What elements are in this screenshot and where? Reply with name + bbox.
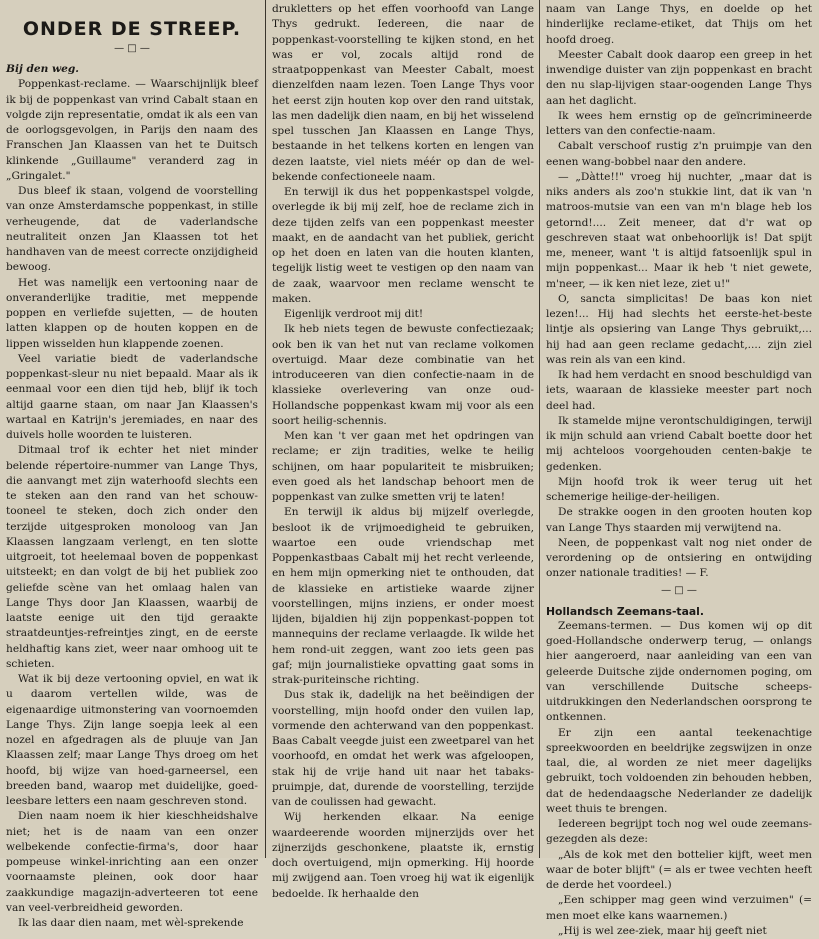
paragraph: „Een schipper mag geen wind verzuimen" (= men moet elke kans waarnemen.) xyxy=(546,894,812,922)
section-separator: — □ — xyxy=(114,43,150,54)
column-2 xyxy=(272,2,534,900)
subhead: Bij den weg. xyxy=(6,63,79,75)
masthead: ONDER DE STREEP. xyxy=(22,18,242,40)
paragraph: O, sancta simplicitas! De baas kon niet lezen!... Hij had slechts het eerste-het-beste lintje als opsiering van Lange Thys gebruikt,... hij had aan geen reclame gedacht,.... zijn ziel was rein als van een kind. xyxy=(546,292,812,366)
paragraph: De strakke oogen in den grooten houten kop van Lange Thys staarden mij verwijtend na. xyxy=(546,506,812,534)
paragraph: Wat ik bij deze vertooning opviel, en wat ik u daarom vertellen wilde, was de eigenaardige uitmonstering van voornoemden Lange Thys. Zijn lange soepja leek al een nozel en afgedragen als de pluuje van Jan Klaassen zelf; maar Lange Thys droeg om het hoofd, bij wijze van hoed-garneersel, een breeden band, waarop met duidelijke, goed-leesbare letters een naam geschreven stond. xyxy=(6,673,258,807)
paragraph: „Hij is wel zee-ziek, maar hij geeft niet xyxy=(558,924,767,937)
paragraph: Eigenlijk verdroot mij dit! xyxy=(284,308,424,320)
paragraph: Men kan 't ver gaan met het opdringen van reclame; er zijn tradities, welke te heilig schijnen, om haar populariteit te misbruiken; even goed als het landschap behoort men de poppenkast van zulke smetten vrij te laten! xyxy=(272,430,534,503)
section-separator: — □ — xyxy=(661,584,697,596)
paragraph: En terwijl ik aldus bij mijzelf overlegde, besloot ik de vrijmoedigheid te gebruiken, waartoe een oude vriendschap met Poppenkastbaas Cabalt mij het recht verleende, en hem mijn opmerking niet te onthouden, dat de klassieke en artistieke waarde zijner voorstellingen, mijns inziens, er onder moest lijden, bijaldien hij zijn poppenkast-poppen tot mannequins der reclame verlaagde. Ik wilde het hem rond-uit zeggen, want zoo iets geen pas gaf; mijn journalistieke opvatting gaat soms in strak-puriteinsche richting. xyxy=(272,506,534,686)
paragraph: Poppenkast-reclame. — Waarschijnlijk bleef ik bij de poppenkast van vrind Cabalt staan en volgde zijn representatie, omdat ik als een van de oorlogsgevolgen, in Parijs den naam des Franschen Jan Klaassen van het te Duitsch klinkende „Guillaume" veranderd zag in „Gringalet." xyxy=(6,78,258,182)
paragraph: Zeemans-termen. — Dus komen wij op dit goed-Hollandsche onderwerp terug, — onlangs hier aangeroerd, naar aanleiding van een van geleerde Duitsche zijde ondernomen poging, om van verschillende Duitsche scheeps-uitdrukkingen den Nederlandschen oorsprong te ontkennen. xyxy=(546,619,812,724)
column-1 xyxy=(6,2,258,929)
paragraph: En terwijl ik dus het poppenkastspel volgde, overlegde ik bij mij zelf, hoe de reclame zich in deze tijden zelfs van een poppenkast meester maakt, en de aandacht van het publiek, gericht op het doen en laten van die houten klanten, tegelijk listig weet te vestigen op den naam van de zaak, waarvoor men reclame wenscht te maken. xyxy=(272,186,534,305)
column-3 xyxy=(546,2,812,937)
paragraph: naam van Lange Thys, en doelde op het hinderlijke reclame-etiket, dat Thijs om het hoofd droeg. xyxy=(546,3,812,46)
paragraph: Wij herkenden elkaar. Na eenige waardeerende woorden mijnerzijds over het zijnerzijds geschonkene, plaatste ik, ernstig doch overtuigend, mijn opmerking. Hij hoorde mij zwijgend aan. Toen vroeg hij wat ik eigenlijk bedoelde. Ik herhaalde den xyxy=(272,811,534,900)
paragraph: Dus stak ik, dadelijk na het beëindigen der voorstelling, mijn hoofd onder den vuilen lap, vormende den achterwand van den poppenkast. Baas Cabalt veegde juist een zweetparel van het voorhoofd, en omdat het werk was afgeloopen, stak hij de vrije hand uit naar het tabaks-pruimpje, dat, durende de voorstelling, terzijde van de coulissen had gewacht. xyxy=(272,689,534,808)
paragraph: Ik stamelde mijne verontschuldigingen, terwijl ik mijn schuld aan vriend Cabalt boette door het mij achteloos voorgehouden centen-bakje te gedenken. xyxy=(546,414,812,473)
paragraph: Er zijn een aantal teekenachtige spreekwoorden en beeldrijke zegswijzen in onze taal, die, al worden ze niet meer dagelijks gebruikt, toch voldoenden zin behouden hebben, dat de hedendaagsche Nederlander ze dadelijk weet thuis te brengen. xyxy=(546,726,812,815)
section-title: Hollandsch Zeemans-taal. xyxy=(546,604,704,618)
paragraph: Ik had hem verdacht en snood beschuldigd van iets, waaraan de klassieke meester part noch deel had. xyxy=(546,369,812,412)
column-rule xyxy=(265,0,266,858)
paragraph: Ik heb niets tegen de bewuste confectiezaak; ook ben ik van het nut van reclame volkomen overtuigd. Maar deze combinatie van het introduceeren van dien confectie-naam in de klassieke overlevering van onze oud-Hollandsche poppenkast kwam mij voor als een soort heilig-schennis. xyxy=(272,323,534,427)
column-rule xyxy=(539,0,540,858)
paragraph: — „Dàtte!!" vroeg hij nuchter, „maar dat is niks anders als zoo'n stukkie lint, dat ik van 'n matroos-mutsie van een van m'n blage heb los getornd!.... Zeit meneer, dat d'r wat op geschreven staat wat onbehoorlijk is! Dat spijt me, meneer, want 't is altijd fatsoenlijk spul in mijn poppenkast... Maar ik heb 't niet gewete, m'neer, — ik ken niet leze, ziet u!" xyxy=(546,170,812,290)
paragraph: Ditmaal trof ik echter het niet minder belende répertoire-nummer van Lange Thys, die aanvangt met zijn waterhoofd slechts een te steken aan den rand van het schouw-tooneel te steken, doch zich onder den terzijde uitgesproken monoloog van Jan Klaassen langzaam verlengt, en ten slotte uitgroeit, tot heelemaal boven de poppenkast uitsteekt; en dan volgt de bij het publiek zoo geliefde scène van het omlaag halen van Lange Thys door Jan Klaassen, waarbij de laatste eenige uit den tijd geraakte straatdeuntjes-refreintjes zingt, en de eerste heldhaftig kans ziet, weer naar omhoog uit te schieten. xyxy=(6,444,258,670)
paragraph: Meester Cabalt dook daarop een greep in het inwendige duister van zijn poppenkast en bracht den nu slap-lijvigen staar-oogenden Lange Thys aan het daglicht. xyxy=(546,48,812,107)
paragraph: Iedereen begrijpt toch nog wel oude zeemans-gezegden als deze: xyxy=(546,818,812,846)
paragraph: Ik las daar dien naam, met wèl-sprekende xyxy=(18,917,244,929)
paragraph: „Als de kok met den bottelier kijft, weet men waar de boter blijft" (= als er twee vechten heeft de derde het voordeel.) xyxy=(546,848,812,891)
paragraph: Dus bleef ik staan, volgend de voorstelling van onze Amsterdamsche poppenkast, in stille verheugende, dat de vaderlandsche neutraliteit onzen Jan Klaassen tot het handhaven van de meest correcte onzijdigheid bewoog. xyxy=(6,185,258,274)
paragraph: Neen, de poppenkast valt nog niet onder de verordening op de ontsiering en ontwijding onzer nationale tradities! — F. xyxy=(546,536,812,580)
paragraph: Mijn hoofd trok ik weer terug uit het schemerige heilige-der-heiligen. xyxy=(546,475,812,503)
paragraph: Het was namelijk een vertooning naar de onveranderlijke traditie, met meppende poppen en verliefde sujetten, — de houten latten klappen op de houten koppen en de lippen wisselden hun klappende zoenen. xyxy=(6,276,258,350)
paragraph: Dien naam noem ik hier kieschheidshalve niet; het is de naam van een onzer welbekende confectie-firma's, door haar pompeuse winkel-inrichting aan een onzer voornaamste pleinen, ook door haar zaakkundige magazijn-adverteeren tot eene van veel-verbreidheid geworden. xyxy=(6,810,258,914)
paragraph: Veel variatie biedt de vaderlandsche poppenkast-sleur nu niet bepaald. Maar als ik eenmaal voor een dien tijd heb, blijf ik toch altijd gaarne staan, om naar Jan Klaassen's wartaal en Katrijn's jeremiades, en naar des duivels holle woorden te luisteren. xyxy=(6,352,258,441)
paragraph: Cabalt verschoof rustig z'n pruimpje van den eenen wang-bobbel naar den andere. xyxy=(546,140,812,168)
paragraph: drukletters op het effen voorhoofd van Lange Thys gedrukt. Iedereen, die naar de poppenkast-voorstelling te kijken stond, en het was er vol, zocals altijd rond de straatpoppenkast van Meester Cabalt, moest dienzelfden naam lezen. Toen Lange Thys voor het eerst zijn houten kop over den rand uitstak, las men dadelijk dien naam, en bij het wisselend spel tusschen Jan Klaassen en Lange Thys, bestaande in het telkens korten en lengen van dezen laatste, viel niets méér op dan de wel-bekende confectioneele naam. xyxy=(272,3,534,183)
paragraph: Ik wees hem ernstig op de geïncrimineerde letters van den confectie-naam. xyxy=(546,109,812,137)
